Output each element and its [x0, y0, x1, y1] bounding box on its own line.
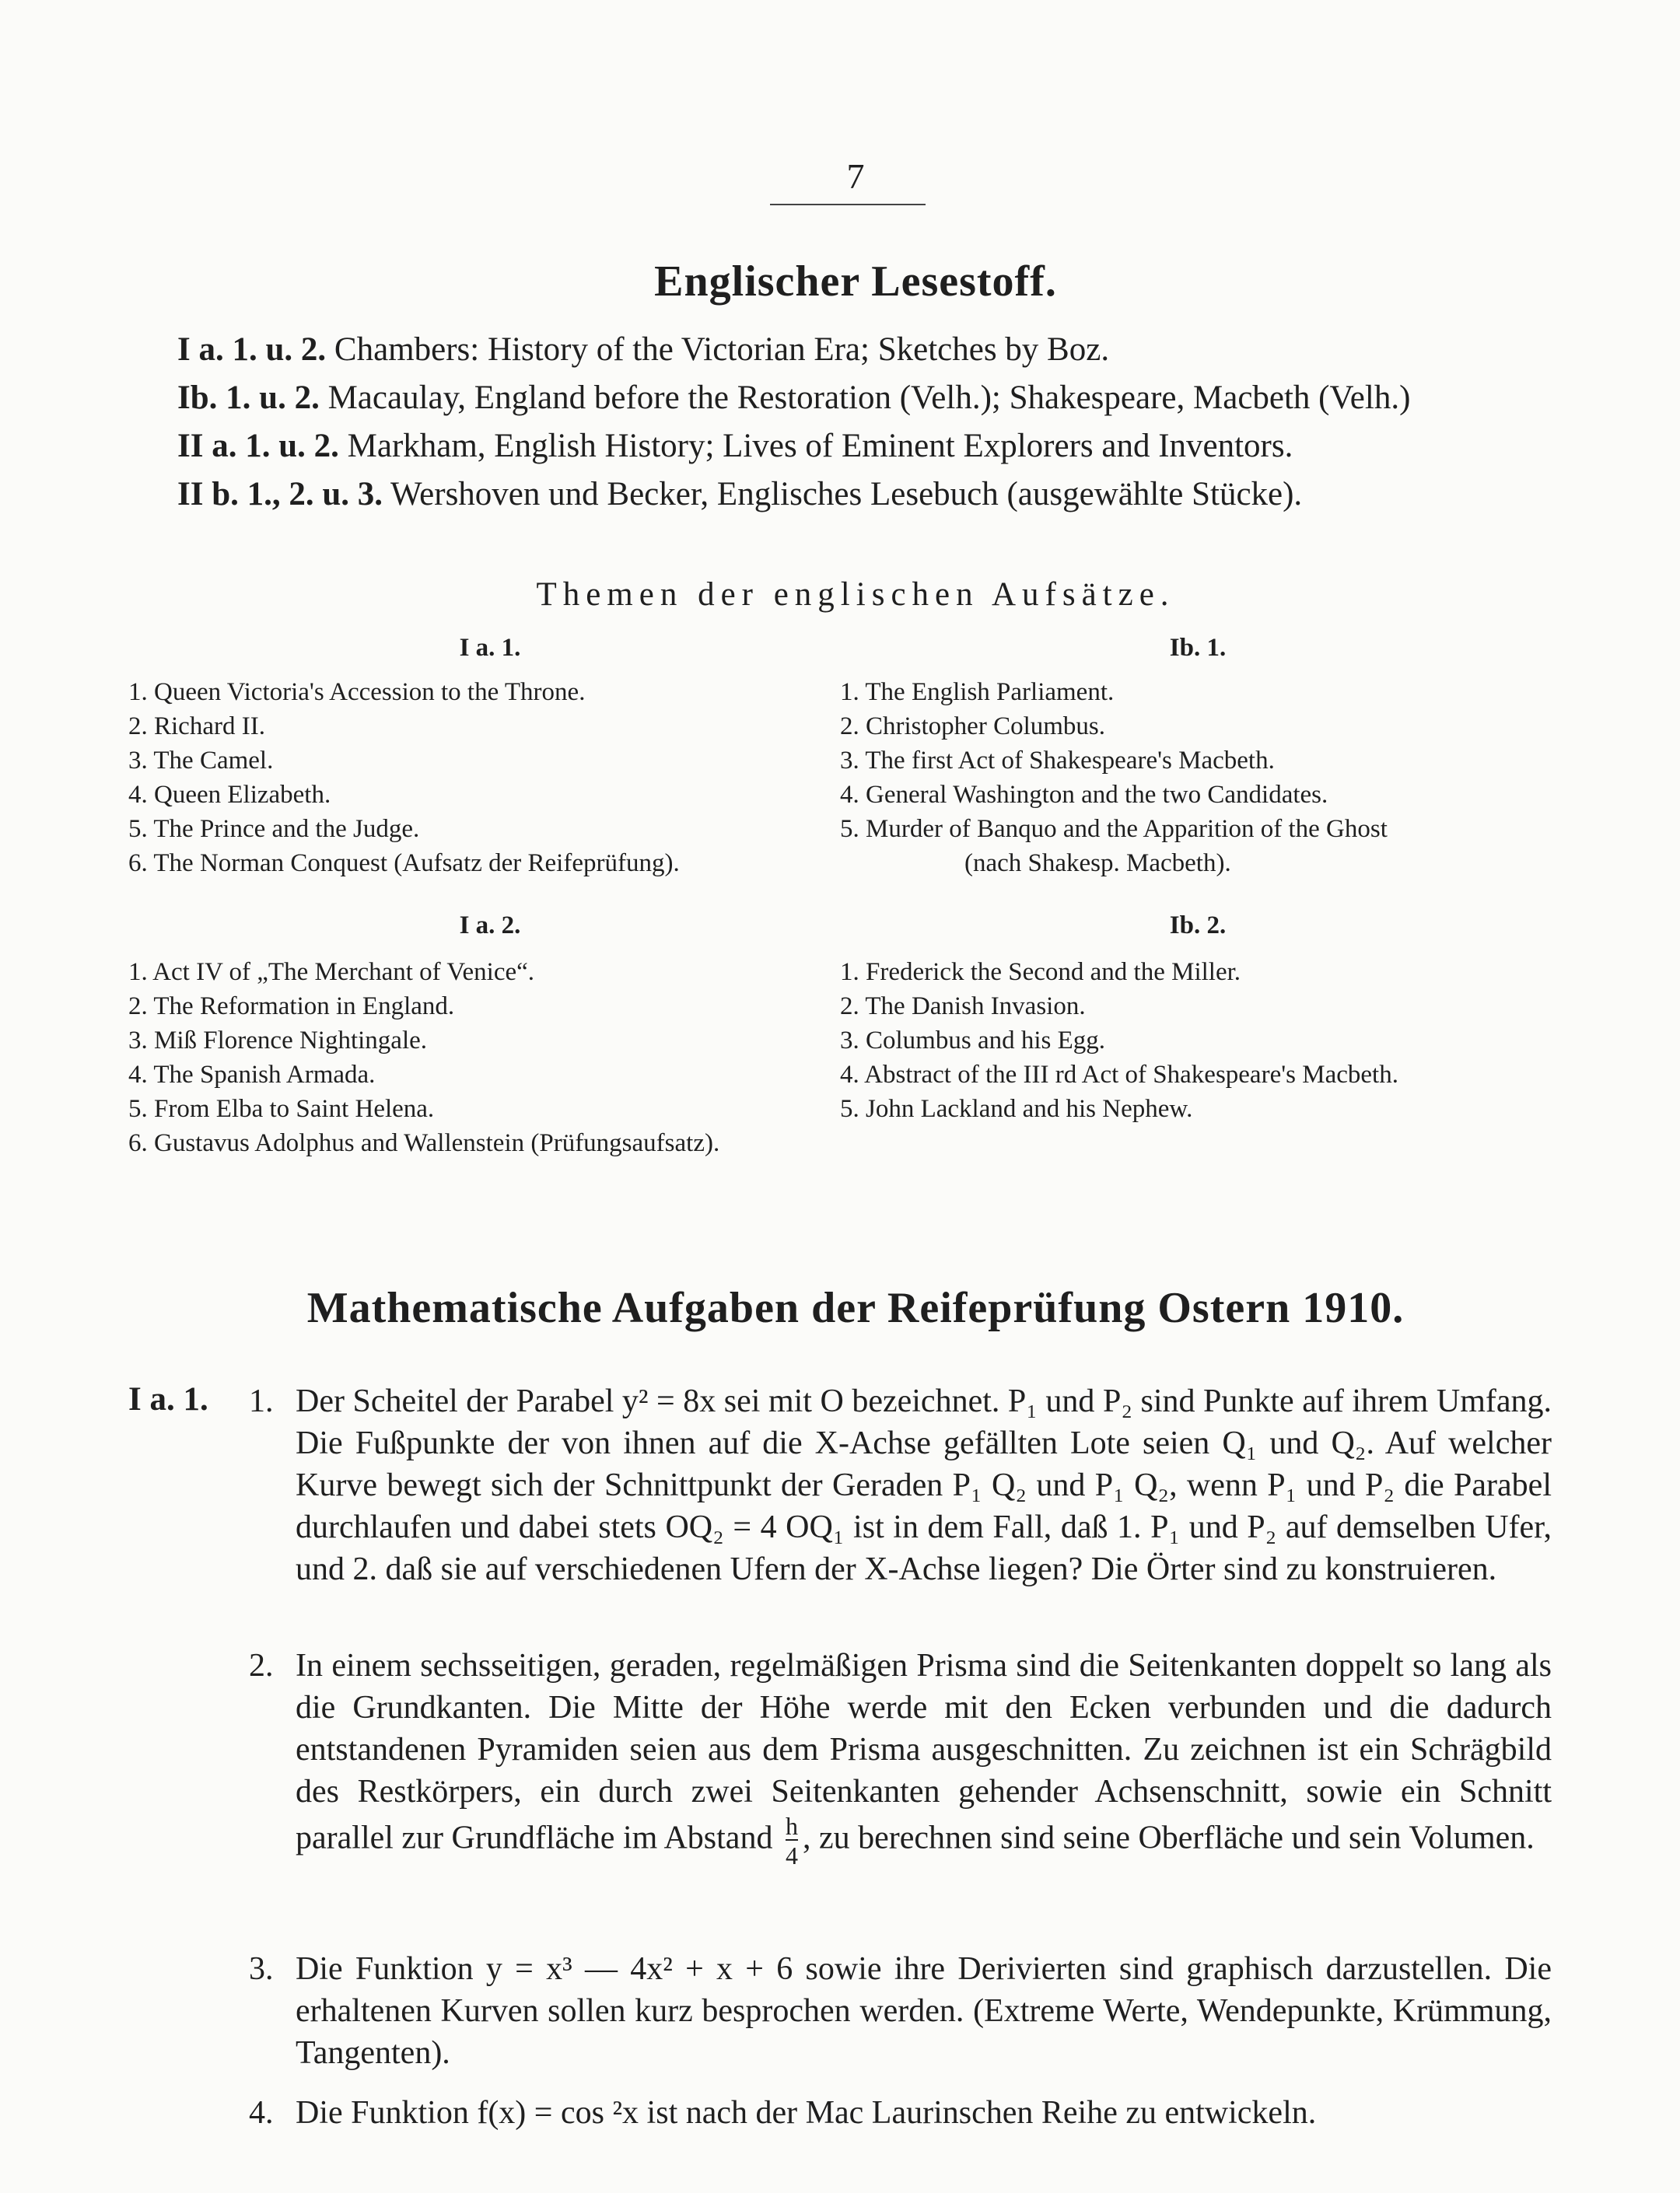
- essay-item: 3. The first Act of Shakespeare's Macbeth.: [840, 747, 1275, 775]
- reading-class: II b. 1., 2. u. 3.: [177, 476, 383, 512]
- essay-item: 4. Abstract of the III rd Act of Shakespeare's Macbeth.: [840, 1061, 1398, 1089]
- problem-text: Die Funktion f(x) = cos ²x ist nach der Mac Laurinschen Reihe zu entwickeln.: [296, 2095, 1317, 2131]
- essay-item: 5. From Elba to Saint Helena.: [128, 1095, 435, 1123]
- reading-entry: [177, 475, 1302, 513]
- reading-text: Chambers: History of the Victorian Era; Sketches by Boz.: [334, 331, 1110, 368]
- problem-number: 3.: [249, 1951, 274, 1987]
- page-number-rule: [770, 204, 926, 205]
- essay-group-heading: Ib. 2.: [1169, 911, 1227, 939]
- reading-entry: [177, 379, 1410, 417]
- essay-item: 5. Murder of Banquo and the Apparition of the Ghost: [840, 815, 1388, 843]
- page-number: 7: [846, 156, 865, 196]
- reading-class: I a. 1. u. 2.: [177, 331, 327, 368]
- problem-number: 1.: [249, 1383, 274, 1419]
- fraction-denominator: 4: [786, 1839, 798, 1869]
- problem-number: 4.: [249, 2095, 274, 2131]
- fraction-numerator: h: [785, 1812, 798, 1840]
- math-exam-title: Mathematische Aufgaben der Reifeprüfung Ostern 1910.: [306, 1284, 1405, 1332]
- essay-item: 1. Act IV of „The Merchant of Venice“.: [128, 958, 535, 986]
- essay-item: 2. The Danish Invasion.: [840, 992, 1086, 1020]
- essay-item: 6. Gustavus Adolphus and Wallenstein (Prüfungsaufsatz).: [128, 1129, 720, 1157]
- essay-item: 3. Columbus and his Egg.: [840, 1027, 1106, 1055]
- math-class-label: I a. 1.: [128, 1381, 208, 1418]
- math-problem: [249, 1948, 1552, 2074]
- essay-group-heading: I a. 2.: [459, 911, 521, 939]
- essay-item: (nach Shakesp. Macbeth).: [964, 849, 1231, 877]
- essay-item: 3. The Camel.: [128, 747, 274, 775]
- essay-item: 1. Queen Victoria's Accession to the Throne.: [128, 678, 586, 706]
- reading-class: II a. 1. u. 2.: [177, 428, 339, 464]
- math-problem: [249, 2092, 1552, 2134]
- essay-item: 5. John Lackland and his Nephew.: [840, 1095, 1193, 1123]
- problem-text: In einem sechsseitigen, geraden, regelmäßigen Prisma sind die Seitenkanten doppelt so lang als die Grundkanten. Die Mitte der Höhe werde mit den Ecken verbunden und die dadurch entstandenen Pyramiden seien aus dem Prisma ausgeschnitten. Zu zeichnen ist ein Schrägbild des Restkörpers, ein durch zwei Seitenkanten gehender Achsenschnitt, sowie ein Schnitt parallel zur Grundfläche im Abstand: [296, 1648, 1552, 1856]
- essay-item: 5. The Prince and the Judge.: [128, 815, 420, 843]
- reading-entry: [177, 331, 1109, 369]
- reading-text: Macaulay, England before the Restoration (Velh.); Shakespeare, Macbeth (Velh.): [327, 379, 1411, 416]
- problem-number: 2.: [249, 1648, 274, 1684]
- essay-item: 1. The English Parliament.: [840, 678, 1115, 706]
- essay-item: 2. Christopher Columbus.: [840, 712, 1106, 740]
- essay-item: 2. Richard II.: [128, 712, 265, 740]
- reading-entry: [177, 427, 1293, 465]
- essay-group-heading: I a. 1.: [459, 634, 521, 662]
- problem-text-continued: , zu berechnen sind seine Oberfläche und sein Volumen.: [802, 1820, 1535, 1856]
- reading-text: Markham, English History; Lives of Eminent Explorers and Inventors.: [347, 428, 1293, 464]
- english-reading-title: Englischer Lesestoff.: [654, 257, 1057, 306]
- essay-themes-title: Themen der englischen Aufsätze.: [536, 576, 1175, 613]
- essay-item: 2. The Reformation in England.: [128, 992, 455, 1020]
- problem-text: Der Scheitel der Parabel y² = 8x sei mit O bezeichnet. P₁ und P₂ sind Punkte auf ihrem Umfang. Die Fußpunkte der von ihnen auf die X-Achse gefällten Lote seien Q₁ und Q₂. Auf welcher Kurve bewegt sich der Schnittpunkt der Geraden P₁ Q₂ und P₁ Q₂, wenn P₁ und P₂ die Parabel durchlaufen und dabei stets OQ₂ = 4 OQ₁ ist in dem Fall, daß 1. P₁ und P₂ auf demselben Ufer, und 2. daß sie auf verschiedenen Ufern der X-Achse liegen? Die Örter sind zu konstruieren.: [296, 1383, 1552, 1587]
- essay-item: 4. General Washington and the two Candidates.: [840, 781, 1328, 809]
- essay-item: 4. Queen Elizabeth.: [128, 781, 331, 809]
- fraction-h-over-4: [786, 1813, 798, 1869]
- math-problem: [249, 1380, 1552, 1590]
- reading-class: Ib. 1. u. 2.: [177, 379, 320, 416]
- essay-group-heading: Ib. 1.: [1169, 634, 1227, 662]
- essay-item: 6. The Norman Conquest (Aufsatz der Reifeprüfung).: [128, 849, 680, 877]
- essay-item: 4. The Spanish Armada.: [128, 1061, 376, 1089]
- problem-text: Die Funktion y = x³ — 4x² + x + 6 sowie ihre Derivierten sind graphisch darzustellen. Die erhaltenen Kurven sollen kurz besprochen werden. (Extreme Werte, Wendepunkte, Krümmung, Tangenten).: [296, 1951, 1552, 2071]
- reading-text: Wershoven und Becker, Englisches Lesebuch (ausgewählte Stücke).: [390, 476, 1303, 512]
- essay-item: 1. Frederick the Second and the Miller.: [840, 958, 1241, 986]
- math-problem: [249, 1645, 1552, 1869]
- essay-item: 3. Miß Florence Nightingale.: [128, 1027, 428, 1055]
